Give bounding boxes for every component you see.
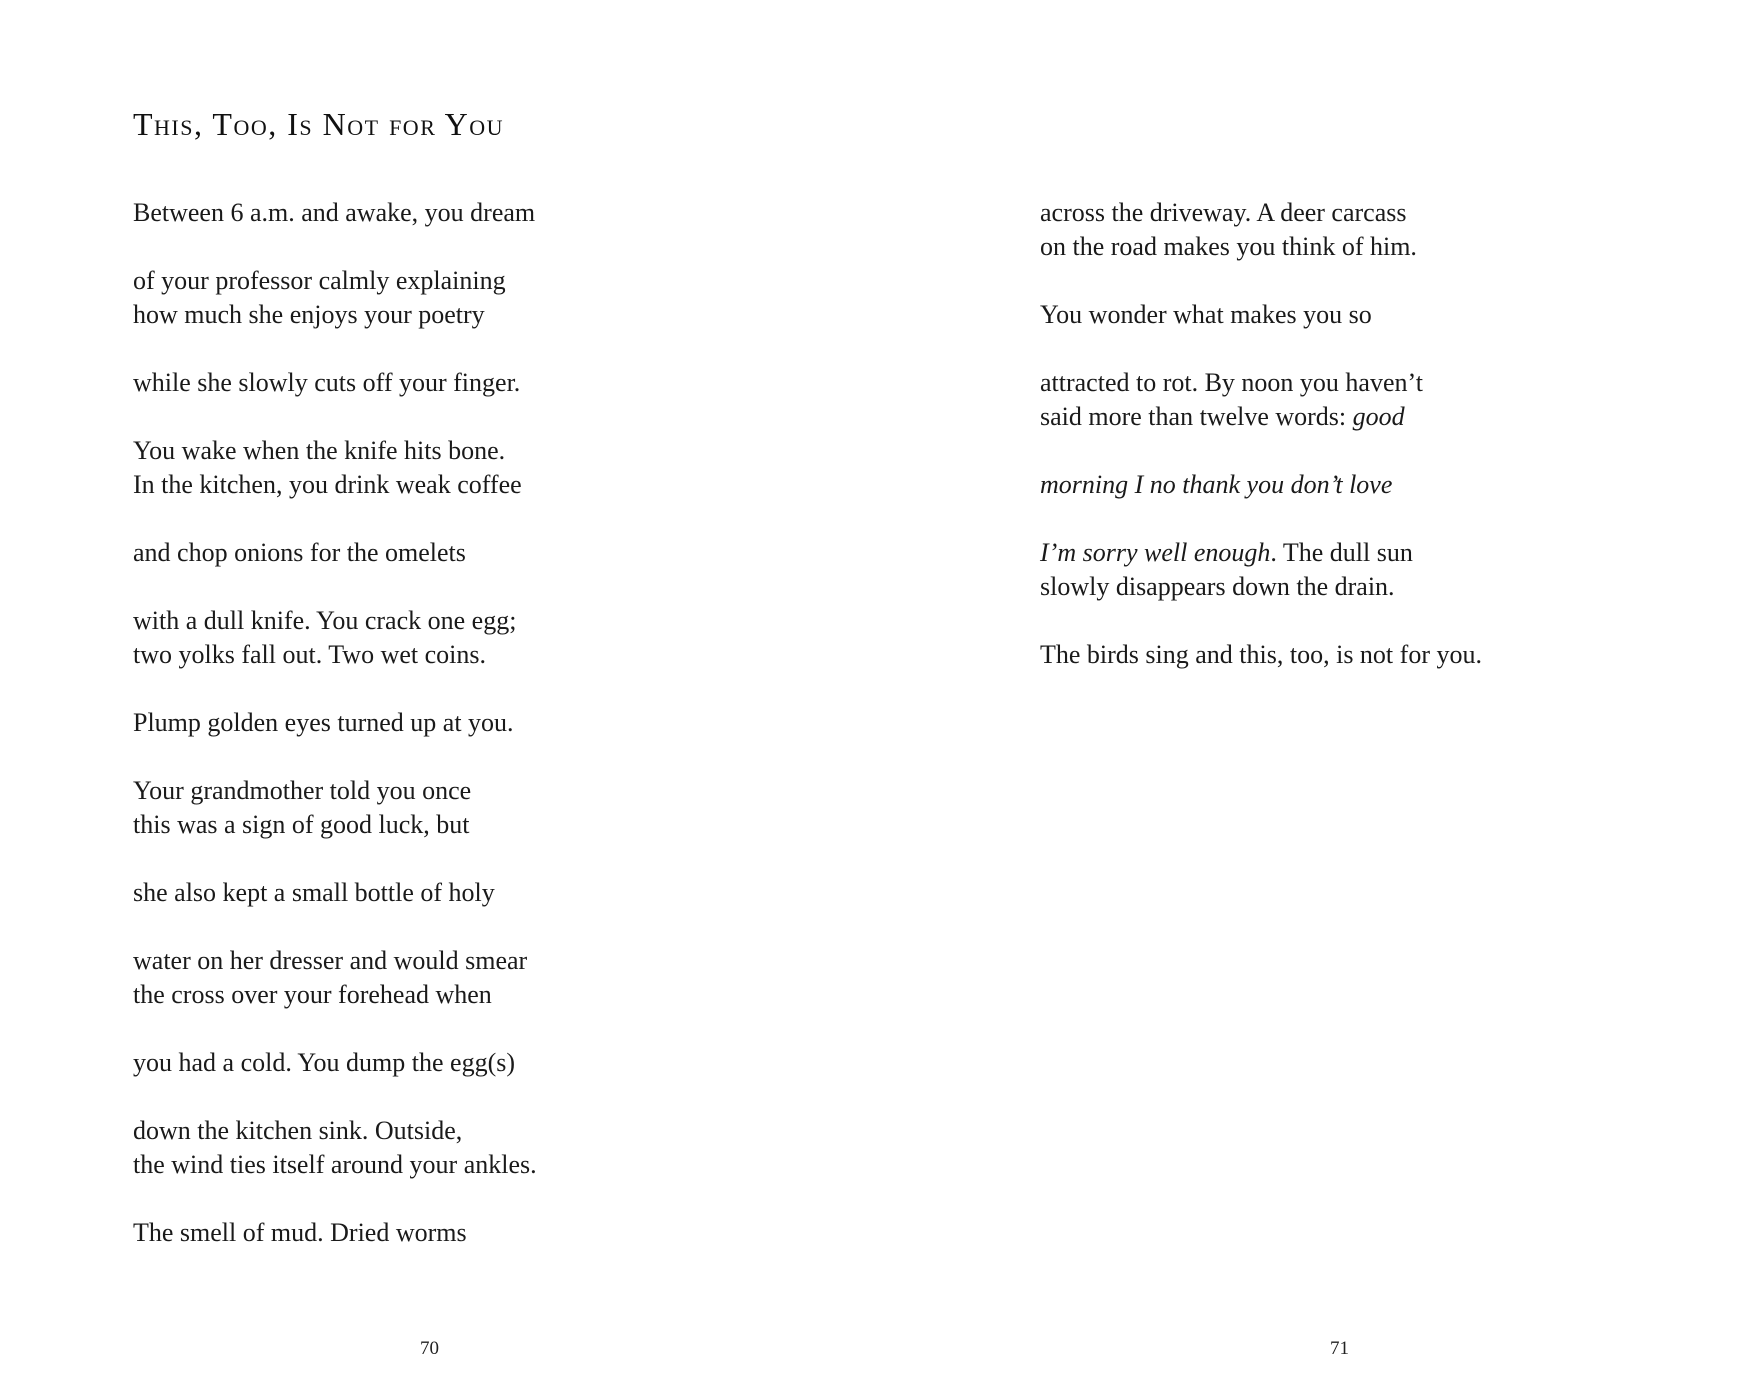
poem-line — [1040, 196, 1482, 230]
poem-title: This, Too, Is Not for You — [133, 106, 505, 142]
stanza — [1040, 366, 1482, 434]
left-poem-column — [133, 196, 537, 1284]
roman-text: slowly disappears down the drain. — [1040, 572, 1395, 601]
poem-line: this was a sign of good luck, but — [133, 810, 470, 839]
poem-line — [1040, 638, 1482, 672]
roman-text: The birds sing and this, too, is not for you. — [1040, 640, 1482, 669]
stanza — [1040, 468, 1482, 502]
poem-line: You wake when the knife hits bone. — [133, 436, 506, 465]
roman-text: You wonder what makes you so — [1040, 300, 1372, 329]
page-number-right: 71 — [1330, 1338, 1349, 1359]
poem-line — [1040, 570, 1482, 604]
poem-line: the wind ties itself around your ankles. — [133, 1150, 537, 1179]
poem-line — [1040, 298, 1482, 332]
stanza — [1040, 196, 1482, 264]
stanza — [133, 604, 537, 672]
poem-line — [1040, 468, 1482, 502]
stanza — [133, 536, 537, 570]
poem-line: the cross over your forehead when — [133, 980, 492, 1009]
poem-line: In the kitchen, you drink weak coffee — [133, 470, 522, 499]
roman-text: said more than twelve words: — [1040, 402, 1353, 431]
page-number-left: 70 — [420, 1338, 439, 1359]
italic-text: good — [1352, 402, 1405, 431]
stanza — [133, 944, 537, 1012]
stanza — [133, 876, 537, 910]
stanza — [133, 1216, 537, 1250]
stanza — [133, 264, 537, 332]
roman-text: across the driveway. A deer carcass — [1040, 198, 1407, 227]
roman-text: on the road makes you think of him. — [1040, 232, 1417, 261]
poem-line — [1040, 400, 1482, 434]
stanza — [133, 366, 537, 400]
roman-text: attracted to rot. By noon you haven’t — [1040, 368, 1423, 397]
stanza — [133, 196, 537, 230]
stanza — [133, 1114, 537, 1182]
poem-line: while she slowly cuts off your finger. — [133, 368, 521, 397]
stanza — [133, 774, 537, 842]
poem-line: of your professor calmly explaining — [133, 266, 506, 295]
poem-line: down the kitchen sink. Outside, — [133, 1116, 463, 1145]
right-page — [875, 0, 1750, 1400]
stanza — [1040, 638, 1482, 672]
poem-line — [1040, 536, 1482, 570]
stanza — [133, 1046, 537, 1080]
poem-line: with a dull knife. You crack one egg; — [133, 606, 517, 635]
stanza — [1040, 536, 1482, 604]
roman-text: . The dull sun — [1270, 538, 1413, 567]
poem-line — [1040, 366, 1482, 400]
stanza — [133, 434, 537, 502]
poem-line: how much she enjoys your poetry — [133, 300, 485, 329]
stanza — [1040, 298, 1482, 332]
poem-line: The smell of mud. Dried worms — [133, 1218, 467, 1247]
poem-line: and chop onions for the omelets — [133, 538, 466, 567]
poem-line: Between 6 a.m. and awake, you dream — [133, 198, 536, 227]
italic-text: I’m sorry well enough — [1040, 538, 1271, 567]
poem-line: she also kept a small bottle of holy — [133, 878, 495, 907]
poem-line: Your grandmother told you once — [133, 776, 472, 805]
poem-line: Plump golden eyes turned up at you. — [133, 708, 514, 737]
italic-text: morning I no thank you don’t love — [1040, 470, 1393, 499]
poem-line: two yolks fall out. Two wet coins. — [133, 640, 487, 669]
poem-line: water on her dresser and would smear — [133, 946, 528, 975]
right-poem-column — [1040, 196, 1482, 706]
poem-line: you had a cold. You dump the egg(s) — [133, 1048, 516, 1077]
stanza — [133, 706, 537, 740]
poem-line — [1040, 230, 1482, 264]
